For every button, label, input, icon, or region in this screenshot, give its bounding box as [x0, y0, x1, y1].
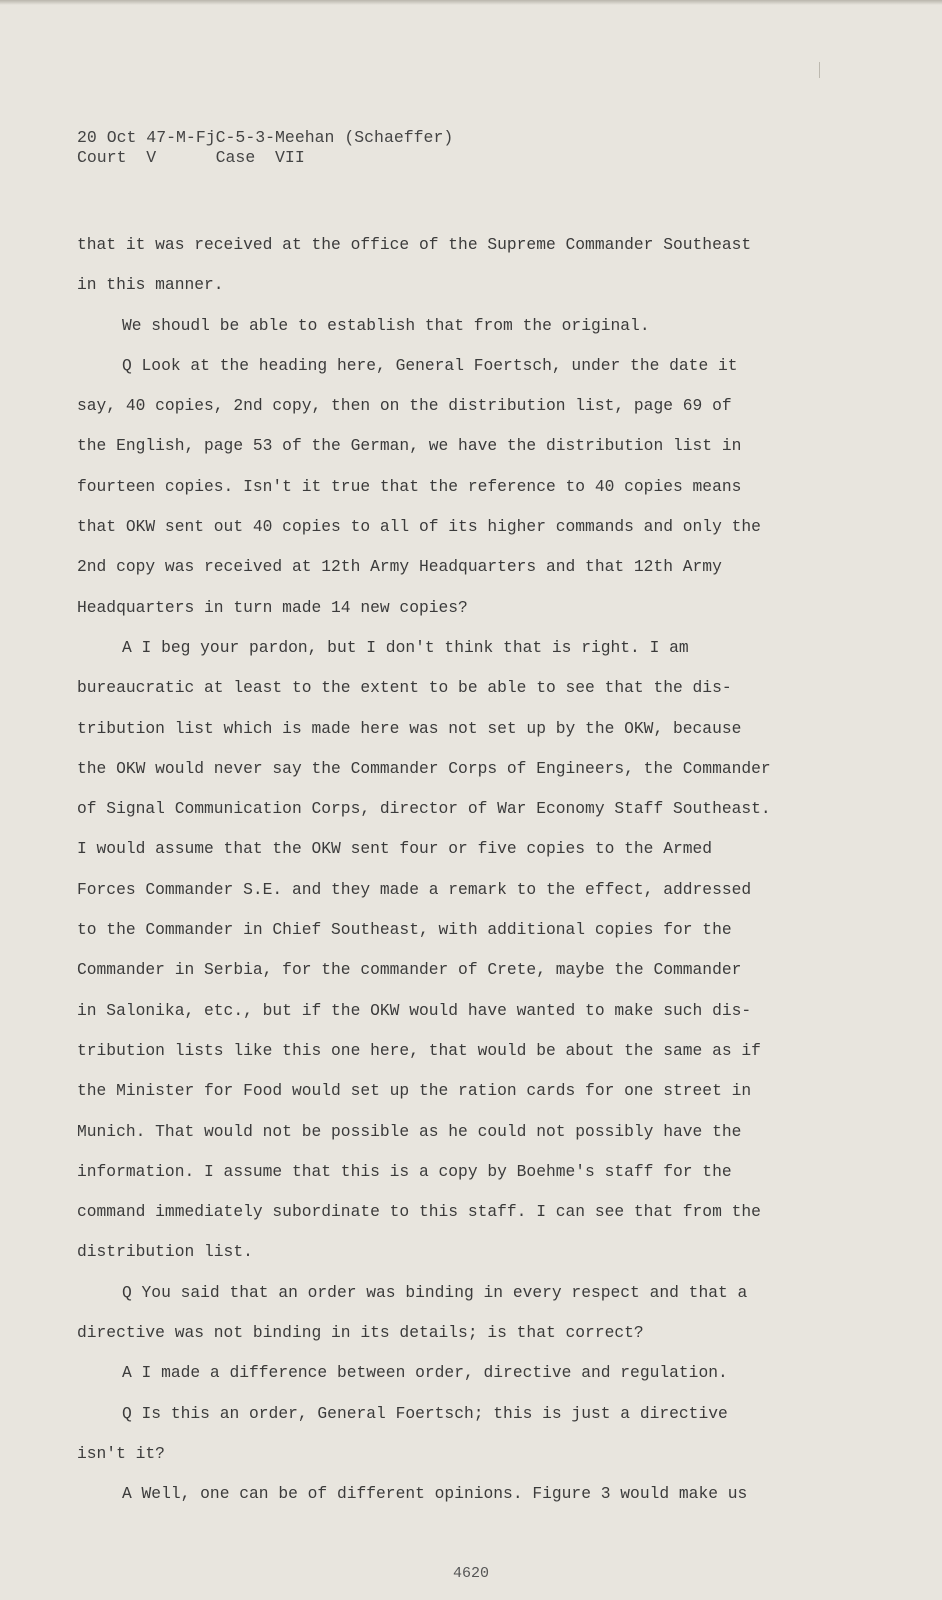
text-line: the English, page 53 of the German, we have the distribution list in — [77, 436, 742, 456]
text-line: isn't it? — [77, 1443, 165, 1463]
text-line: in this manner. — [77, 275, 224, 295]
text-line: say, 40 copies, 2nd copy, then on the distribution list, page 69 of — [77, 396, 732, 416]
text-line: tribution lists like this one here, that would be about the same as if — [77, 1040, 761, 1060]
page-number: 4620 — [452, 1565, 489, 1582]
text-line: of Signal Communication Corps, director of War Economy Staff Southeast. — [77, 799, 771, 819]
text-line: I would assume that the OKW sent four or five copies to the Armed — [77, 839, 713, 859]
text-line: A Well, one can be of different opinions. Figure 3 would make us — [122, 1484, 748, 1504]
text-line: Q Look at the heading here, General Foertsch, under the date it — [122, 355, 738, 375]
text-line: A I made a difference between order, directive and regulation. — [122, 1363, 728, 1383]
header-line-1: 20 Oct 47-M-FjC-5-3-Meehan (Schaeffer) — [77, 128, 454, 147]
text-line: the Minister for Food would set up the ration cards for one street in — [77, 1081, 752, 1101]
text-line: Q Is this an order, General Foertsch; this is just a directive — [122, 1403, 728, 1423]
text-line: that it was received at the office of the Supreme Commander Southeast — [77, 235, 752, 254]
text-line: information. I assume that this is a copy by Boehme's staff for the — [77, 1161, 732, 1181]
header-line-2: Court V Case VII — [77, 148, 305, 167]
text-line: 2nd copy was received at 12th Army Headquarters and that 12th Army — [77, 557, 722, 577]
text-line: Forces Commander S.E. and they made a remark to the effect, addressed — [77, 879, 752, 899]
text-line: command immediately subordinate to this staff. I can see that from the — [77, 1202, 761, 1222]
text-line: Q You said that an order was binding in every respect and that a — [122, 1282, 748, 1302]
text-line: distribution list. — [77, 1242, 253, 1262]
document-header — [77, 128, 453, 168]
text-line: We shoudl be able to establish that from the original. — [122, 315, 650, 335]
text-line: in Salonika, etc., but if the OKW would have wanted to make such dis- — [77, 1000, 752, 1020]
text-line: to the Commander in Chief Southeast, with additional copies for the — [77, 920, 732, 940]
text-line: A I beg your pardon, but I don't think that is right. I am — [122, 637, 689, 657]
text-line: that OKW sent out 40 copies to all of its higher commands and only the — [77, 517, 761, 537]
text-line: Munich. That would not be possible as he could not possibly have the — [77, 1121, 742, 1141]
text-line: Headquarters in turn made 14 new copies? — [77, 597, 468, 617]
text-line: the OKW would never say the Commander Corps of Engineers, the Commander — [77, 758, 771, 778]
margin-mark — [819, 62, 820, 78]
text-line: fourteen copies. Isn't it true that the reference to 40 copies means — [77, 476, 742, 496]
text-line: bureaucratic at least to the extent to be able to see that the dis- — [77, 678, 732, 698]
text-line: tribution list which is made here was not set up by the OKW, because — [77, 718, 742, 738]
text-line: Commander in Serbia, for the commander of Crete, maybe the Commander — [77, 960, 742, 980]
transcript-body — [77, 225, 807, 1515]
page-top-edge — [0, 0, 942, 5]
text-line: directive was not binding in its details; is that correct? — [77, 1323, 644, 1343]
